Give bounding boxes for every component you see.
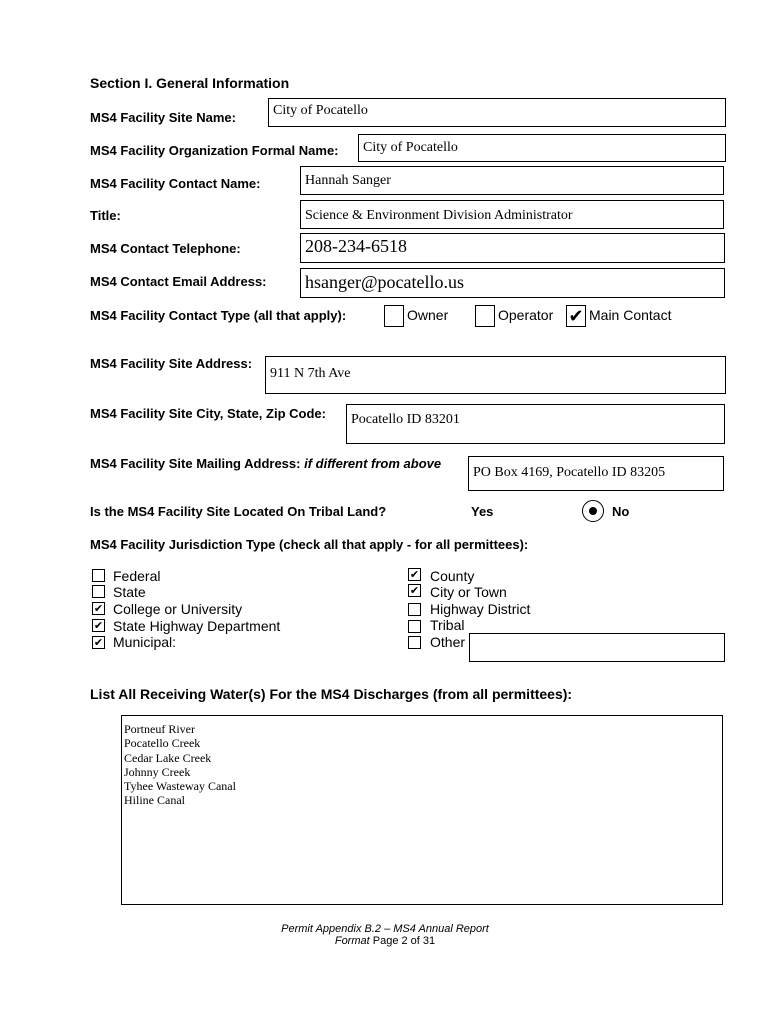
contact-name-label: MS4 Facility Contact Name:	[90, 176, 261, 191]
receiving-water-item: Portneuf River	[124, 722, 195, 736]
mailing-address-label	[90, 456, 441, 471]
section-title: Section I. General Information	[90, 75, 290, 91]
state-highway-checkbox[interactable]: ✔	[93, 619, 104, 632]
tribal-yes-label: Yes	[471, 504, 494, 519]
mailing-address-field[interactable]: PO Box 4169, Pocatello ID 83205	[468, 456, 724, 491]
telephone-field[interactable]: 208-234-6518	[300, 233, 725, 263]
operator-label: Operator	[498, 307, 554, 323]
footer	[185, 923, 585, 947]
municipal-checkbox[interactable]: ✔	[93, 636, 104, 649]
other-field[interactable]	[469, 633, 725, 662]
state-checkbox[interactable]	[92, 585, 105, 598]
owner-label: Owner	[407, 307, 449, 323]
contact-name-field[interactable]: Hannah Sanger	[300, 166, 724, 195]
title-label: Title:	[90, 208, 121, 223]
receiving-water-item: Cedar Lake Creek	[124, 750, 212, 765]
footer-page-number: Page 2 of 31	[369, 935, 436, 947]
receiving-waters-field[interactable]	[121, 715, 723, 905]
federal-checkbox[interactable]	[92, 569, 105, 582]
college-label: College or University	[113, 601, 243, 617]
org-name-field[interactable]: City of Pocatello	[358, 134, 726, 162]
college-checkbox[interactable]: ✔	[93, 602, 104, 615]
highway-district-label: Highway District	[430, 601, 531, 617]
tribal-no-label: No	[612, 504, 630, 519]
footer-line2-italic: Format	[334, 935, 370, 947]
operator-checkbox[interactable]	[475, 305, 495, 327]
city-town-label: City or Town	[430, 584, 507, 600]
site-name-field[interactable]: City of Pocatello	[268, 98, 726, 127]
other-checkbox[interactable]	[408, 636, 421, 649]
highway-district-checkbox[interactable]	[408, 603, 421, 616]
radio-selected-dot	[589, 507, 597, 515]
county-checkbox[interactable]: ✔	[409, 568, 420, 581]
main-contact-checkbox[interactable]: ✔	[566, 305, 586, 327]
mailing-address-label-text: MS4 Facility Site Mailing Address:	[90, 456, 301, 471]
site-address-label: MS4 Facility Site Address:	[90, 356, 253, 371]
receiving-water-item: Tyhee Wasteway Canal	[124, 779, 236, 794]
receiving-water-item: Johnny Creek	[124, 764, 191, 779]
state-label: State	[113, 584, 146, 600]
receiving-waters-label: List All Receiving Water(s) For the MS4 Discharges (from all permittees):	[90, 686, 573, 702]
federal-label: Federal	[113, 568, 161, 584]
contact-type-label: MS4 Facility Contact Type (all that apply):	[90, 308, 347, 323]
other-label: Other	[430, 634, 466, 650]
county-label: County	[430, 568, 475, 584]
owner-checkbox[interactable]	[384, 305, 404, 327]
tribal-label: Tribal	[430, 617, 465, 633]
city-town-checkbox[interactable]: ✔	[409, 584, 420, 597]
telephone-label: MS4 Contact Telephone:	[90, 241, 241, 256]
tribal-question: Is the MS4 Facility Site Located On Tribal Land?	[90, 504, 387, 519]
email-field[interactable]: hsanger@pocatello.us	[300, 268, 725, 298]
tribal-checkbox[interactable]	[408, 620, 421, 633]
receiving-water-item: Pocatello Creek	[124, 736, 201, 751]
main-contact-label: Main Contact	[589, 307, 672, 323]
municipal-label: Municipal:	[113, 634, 177, 650]
footer-line1: Permit Appendix B.2 – MS4 Annual Report	[281, 923, 489, 935]
city-state-zip-field[interactable]: Pocatello ID 83201	[346, 404, 725, 444]
receiving-water-item: Hiline Canal	[124, 793, 185, 808]
site-address-field[interactable]: 911 N 7th Ave	[265, 356, 726, 394]
email-label: MS4 Contact Email Address:	[90, 274, 267, 289]
title-field[interactable]: Science & Environment Division Administrator	[300, 200, 724, 229]
state-highway-label: State Highway Department	[113, 618, 281, 634]
site-name-label: MS4 Facility Site Name:	[90, 110, 236, 125]
org-name-label: MS4 Facility Organization Formal Name:	[90, 143, 339, 158]
jurisdiction-label: MS4 Facility Jurisdiction Type (check all that apply - for all permittees):	[90, 537, 529, 552]
mailing-address-label-italic: if different from above	[304, 456, 442, 471]
city-state-zip-label: MS4 Facility Site City, State, Zip Code:	[90, 406, 326, 421]
footer-line2	[185, 935, 585, 947]
tribal-no-radio[interactable]	[582, 500, 604, 522]
